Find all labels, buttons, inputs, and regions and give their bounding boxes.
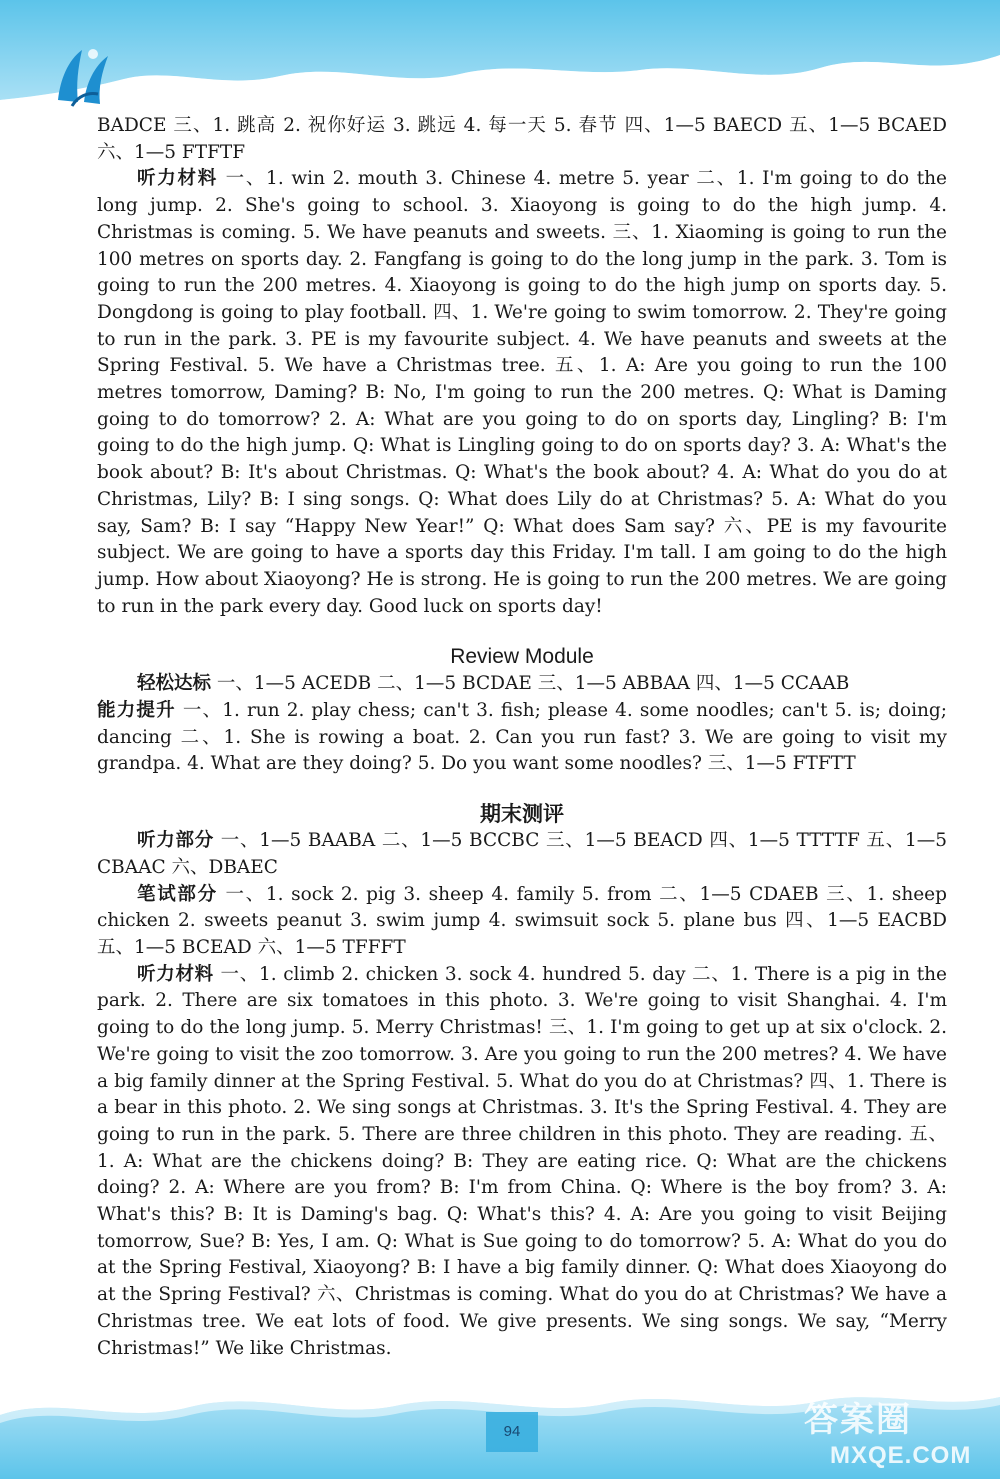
final-listening-part — [97, 828, 947, 881]
unit-listening-material — [97, 166, 947, 620]
easy-text: 一、1—5 ACEDB 二、1—5 BCDAE 三、1—5 ABBAA 四、1—5 CCAAB — [216, 673, 850, 695]
watermark-url: MXQE.COM — [830, 1442, 972, 1469]
top-wave-band — [0, 0, 1000, 115]
writing-part-text: 一、1. sock 2. pig 3. sheep 4. family 5. from 二、1—5 CDAEB 三、1. sheep chicken 2. sweets peanut 3. swim jump 4. swimsuit sock 5. plane bus 四、1—5 EACBD 五、1—5 BCEAD 六、1—5 TFFFT — [97, 883, 947, 958]
final-writing-part — [97, 882, 947, 962]
listening-material-label: 听力材料 — [137, 168, 218, 190]
writing-part-label: 笔试部分 — [137, 883, 218, 905]
answer-content — [97, 113, 947, 1362]
listening-part-text: 一、1—5 BAABA 二、1—5 BCCBC 三、1—5 BEACD 四、1—5 TTTTF 五、1—5 CBAAC 六、DBAEC — [97, 830, 947, 878]
brush-swirl-icon — [48, 40, 120, 112]
unit-answers-line: BADCE 三、1. 跳高 2. 祝你好运 3. 跳远 4. 每一天 5. 春节 四、1—5 BAECD 五、1—5 BCAED 六、1—5 FTFTF — [97, 115, 947, 163]
page-number: 94 — [486, 1412, 538, 1452]
listening-material-text: 一、1. win 2. mouth 3. Chinese 4. metre 5. year 二、1. I'm going to do the long jump. 2. She's going to school. 3. Xiaoyong is going to do the high jump. 4. Christmas is coming. 5. We have peanuts and sweets. 三、1. Xiaoming is going to run the 100 metres on sports day. 2. Fangfang is going to do the long jump in the park. 3. Tom is going to run the 200 metres. 4. Xiaoyong is going to do the high jump on sports day. 5. Dongdong is going to play football. 四、1. We're going to swim tomorrow. 2. They're going to run in the park. 3. PE is my favourite subject. 4. We have peanuts and sweets at the Spring Festival. 5. We have a Christmas tree. 五、1. A: Are you going to run the 100 metres tomorrow, Daming? B: No, I'm going to run the 200 metres. Q: What is Daming going to do tomorrow? 2. A: What are you going to do on sports day, Lingling? B: I'm going to do the high jump. Q: What is Lingling going to do on sports day? 3. A: What's the book about? B: It's about Christmas. Q: What's the book about? 4. A: What do you do at Christmas, Lily? B: I sing songs. Q: What does Lily do at Christmas? 5. A: What do you say, Sam? B: I say “Happy New Year!” Q: What does Sam say? 六、PE is my favourite subject. We are going to have a sports day this Friday. I'm tall. I am going to do the high jump. How about Xiaoyong? He is strong. He is going to run the 200 metres. We are going to run in the park every day. Good luck on sports day! — [97, 168, 947, 617]
review-module-title: Review Module — [450, 645, 594, 669]
final-listening-material-label: 听力材料 — [137, 963, 214, 985]
easy-label: 轻松达标 — [137, 673, 212, 695]
final-test-title: 期末测评 — [480, 802, 564, 827]
listening-part-label: 听力部分 — [137, 830, 215, 852]
final-listening-material — [97, 962, 947, 1363]
review-ability-section — [97, 698, 947, 778]
site-watermark — [790, 1392, 990, 1472]
ability-label: 能力提升 — [97, 700, 176, 722]
ability-text: 一、1. run 2. play chess; can't 3. fish; please 4. some noodles; can't 5. is; doing; dancing 二、1. She is rowing a boat. 2. Can you run fast? 3. We are going to visit my grandpa. 4. What are they doing? 5. Do you want some noodles? 三、1—5 FTFTT — [97, 700, 947, 775]
review-easy-section — [97, 671, 947, 698]
watermark-logo-text: 答案圈 — [804, 1401, 912, 1439]
final-listening-material-text: 一、1. climb 2. chicken 3. sock 4. hundred 5. day 二、1. There is a pig in the park. 2. There are six tomatoes in this photo. 3. We're going to visit Shanghai. 4. I'm going to do the long jump. 5. Merry Christmas! 三、1. I'm going to get up at six o'clock. 2. We're going to visit the zoo tomorrow. 3. Are you going to run the 200 metres? 4. We have a big family dinner at the Spring Festival. 5. What do you do at Christmas? 四、1. There is a bear in this photo. 2. We sing songs at Christmas. 3. It's the Spring Festival. 4. They are going to run in the park. 5. There are three children in this photo. They are reading. 五、1. A: What are the chickens doing? B: They are eating rice. Q: What are the chickens doing? 2. A: Where are you from? B: I'm from China. Q: Where is the boy from? 3. A: What's this? B: It is Daming's bag. Q: What's this? 4. A: Are you going to visit Beijing tomorrow, Sue? B: Yes, I am. Q: What is Sue going to do tomorrow? 5. A: What do you do at the Spring Festival, Xiaoyong? B: I have a big family dinner. Q: What does Xiaoyong do at the Spring Festival? 六、Christmas is coming. What do you do at Christmas? We have a Christmas tree. We eat lots of food. We give presents. We sing songs. We say, “Merry Christmas!” We like Christmas. — [97, 963, 947, 1359]
